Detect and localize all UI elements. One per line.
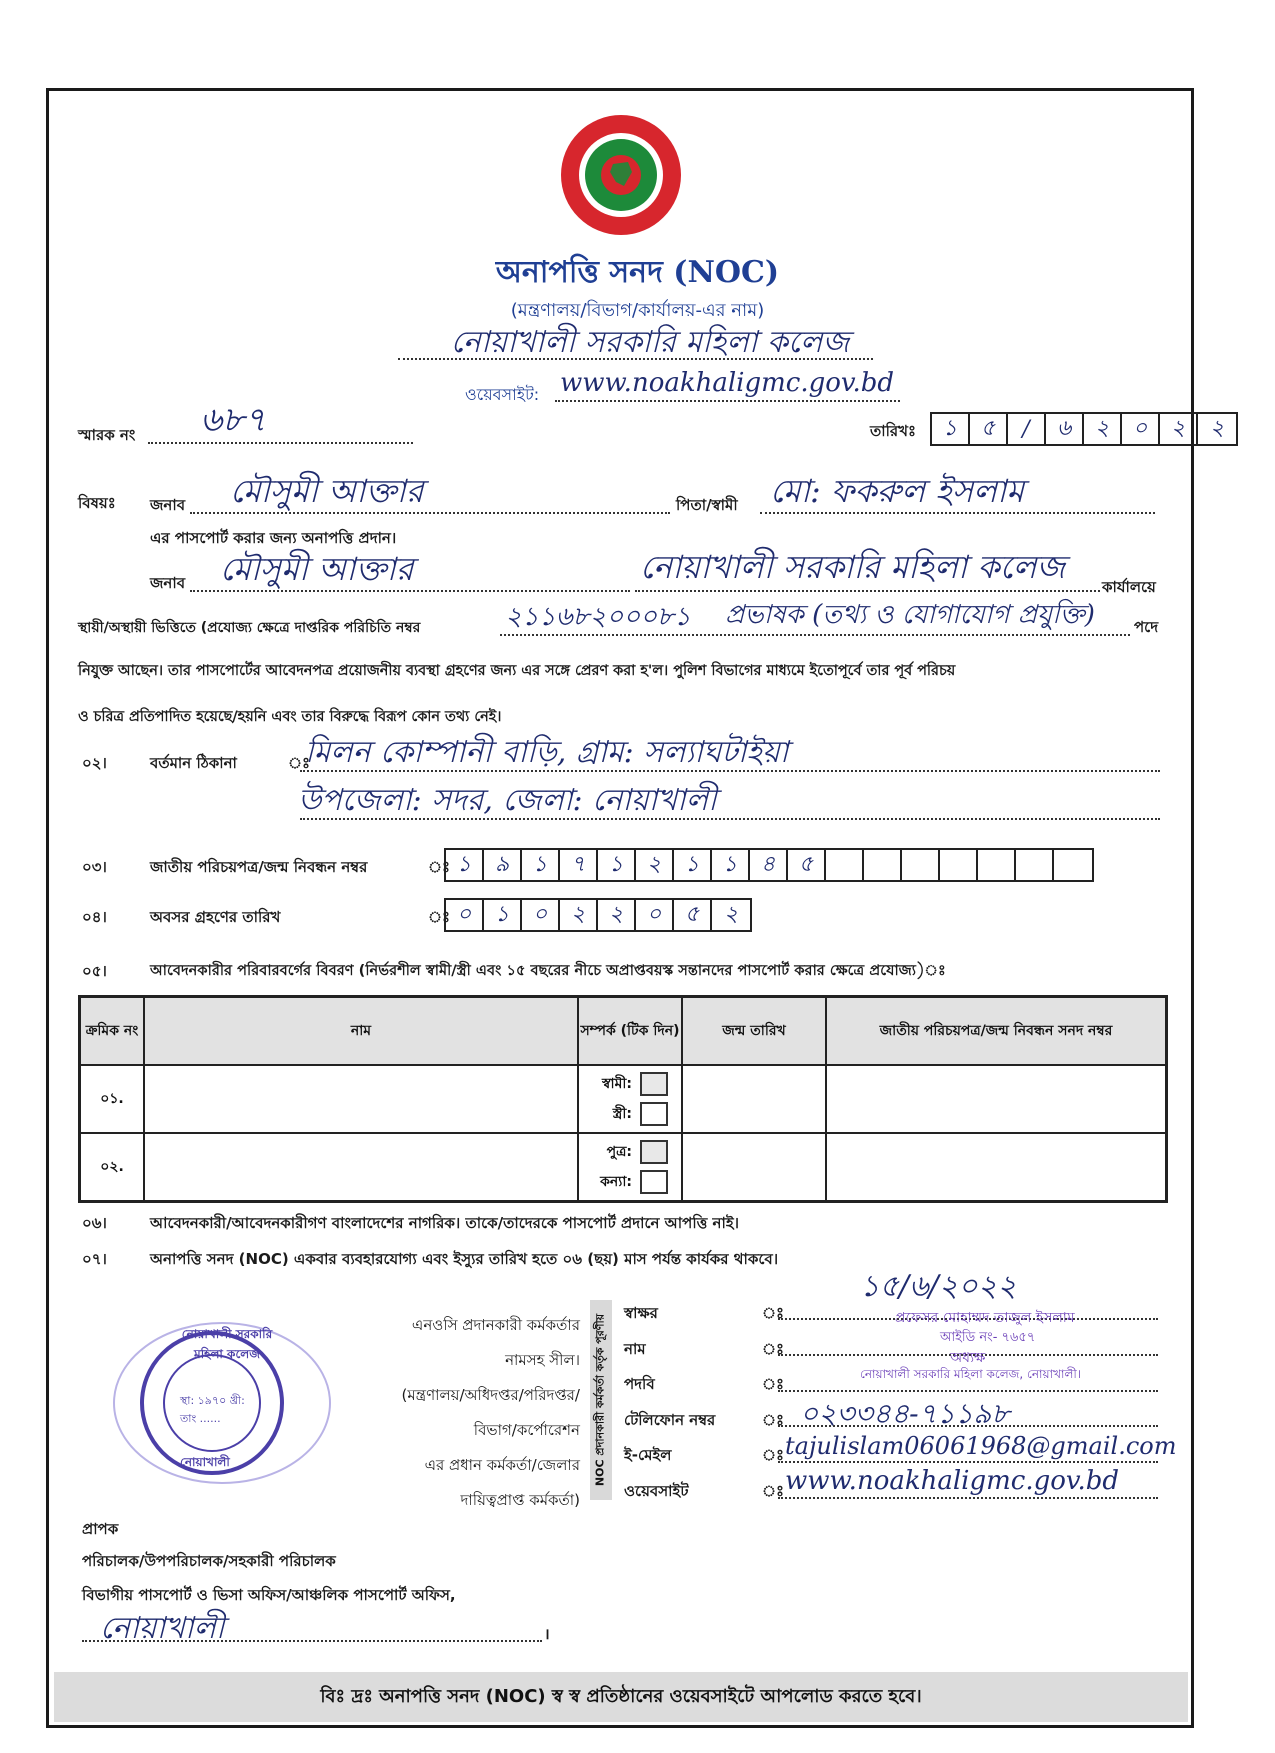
col-serial: ক্রমিক নং xyxy=(80,997,145,1066)
official-name: প্রফেসর মোহাম্মদ তাজুল ইসলাম xyxy=(895,1310,1075,1326)
item6-num: ০৬। xyxy=(82,1214,107,1232)
recipient-label: প্রাপক xyxy=(82,1520,119,1538)
col-nid: জাতীয় পরিচয়পত্র/জন্ম নিবন্ধন সনদ নম্বর xyxy=(826,997,1167,1066)
signatory-vertical-label: NOC প্রদানকারী কর্মকর্তা কর্তৃক পূরণীয় xyxy=(593,1313,607,1487)
seal-inner1: স্থা: ১৯৭০ খ্রী: xyxy=(180,1394,245,1407)
subject-label: বিষয়ঃ xyxy=(78,494,116,512)
col-dob: জন্ম তারিখ xyxy=(682,997,826,1066)
body-office: নোয়াখালী সরকারি মহিলা কলেজ xyxy=(640,548,1066,586)
office-suffix: কার্যালয়ে xyxy=(1102,578,1156,596)
recipient-line1: পরিচালক/উপপরিচালক/সহকারী পরিচালক xyxy=(82,1552,336,1570)
item5-num: ০৫। xyxy=(82,962,107,980)
item4-label: অবসর গ্রহণের তারিখ xyxy=(150,908,281,926)
subject-mr-label: জনাব xyxy=(150,496,186,514)
nid-boxes: ১ ৯ ১ ৭ ১ ২ ১ ১ ৪ ৫ xyxy=(444,848,1094,882)
designation-value: অধ্যক্ষ xyxy=(950,1350,986,1366)
body-line4: ও চরিত্র প্রতিপাদিত হয়েছে/হয়নি এবং তার বিরুদ্ধে বিরূপ কোন তথ্য নেই। xyxy=(78,709,502,725)
item3-label: জাতীয় পরিচয়পত্র/জন্ম নিবন্ধন নম্বর xyxy=(150,858,368,876)
family-table xyxy=(78,995,1168,1203)
item2-num: ০২। xyxy=(82,754,107,772)
father-label: পিতা/স্বামী xyxy=(676,496,738,514)
website-field-value: www.noakhaligmc.gov.bd xyxy=(785,1466,1120,1496)
item2-label: বর্তমান ঠিকানা xyxy=(150,754,237,772)
col-relation: সম্পর্ক (টিক দিন) xyxy=(578,997,682,1066)
address-line2: উপজেলা: সদর, জেলা: নোয়াখালী xyxy=(298,783,717,818)
item7-text: অনাপত্তি সনদ (NOC) একবার ব্যবহারযোগ্য এবং ইস্যুর তারিখ হতে ০৬ (ছয়) মাস পর্যন্ত কার্যকর থাকবে। xyxy=(150,1250,779,1268)
page-subtitle: (মন্ত্রণালয়/বিভাগ/কার্যালয়-এর নাম) xyxy=(510,300,765,321)
id-prefix: স্থায়ী/অস্থায়ী ভিত্তিতে (প্রযোজ্য ক্ষেত্রে দাপ্তরিক পরিচিতি নম্বর xyxy=(78,620,421,636)
stamp-office: নোয়াখালী সরকারি মহিলা কলেজ, নোয়াখালী। xyxy=(860,1367,1082,1381)
website-label: ওয়েবসাইট: xyxy=(465,385,540,404)
daughter-checkbox[interactable] xyxy=(640,1170,668,1194)
office-name: নোয়াখালী সরকারি মহিলা কলেজ xyxy=(450,325,850,360)
signatory-fields: স্বাক্ষর নাম পদবি টেলিফোন নম্বর ই-মেইল ওয়েবসাইট xyxy=(624,1304,716,1500)
post-value: প্রভাষক (তথ্য ও যোগাযোগ প্রযুক্তি) xyxy=(725,600,1095,630)
post-suffix: পদে xyxy=(1134,618,1159,636)
item7-num: ০৭। xyxy=(82,1250,107,1268)
date-boxes: ১ ৫ / ৬ ২ ০ ২ ২ xyxy=(930,412,1238,446)
item5-label: আবেদনকারীর পরিবারবর্গের বিবরণ (নির্ভরশীল স্বামী/স্ত্রী এবং ১৫ বছরের নীচে অপ্রাপ্তবয়স্ক সন্তানদের পাসপোর্ট করার ক্ষেত্রে প্রযোজ্য)ঃ xyxy=(150,962,946,979)
memo-value: ৬৮৭ xyxy=(200,400,267,440)
father-value: মো: ফকরুল ইসলাম xyxy=(770,472,1025,510)
body-mr-label: জনাব xyxy=(150,574,186,592)
table-row: ০২. পুত্র: কন্যা: xyxy=(80,1133,1167,1202)
item6-text: আবেদনকারী/আবেদনকারীগণ বাংলাদেশের নাগরিক। তাকে/তাদেরকে পাসপোর্ট প্রদানে আপত্তি নাই। xyxy=(150,1214,740,1232)
seal-bottom-text: নোয়াখালী xyxy=(180,1455,230,1469)
subject-name: মৌসুমী আক্তার xyxy=(230,472,424,510)
wife-checkbox[interactable] xyxy=(640,1102,668,1126)
seal-ring-text: নোয়াখালী সরকারি মহিলা কলেজ xyxy=(181,1327,273,1361)
signatory-description: এনওসি প্রদানকারী কর্মকর্তার নামসহ সীল। (মন্ত্রণালয়/অধিদপ্তর/পরিদপ্তর/ বিভাগ/কর্পোরেশন এর প্রধান কর্মকর্তা/জেলার দায়িত্বপ্রাপ্ত কর্মকর্তা) xyxy=(401,1316,580,1509)
website-value: www.noakhaligmc.gov.bd xyxy=(560,368,895,398)
footer-note: বিঃ দ্রঃ অনাপত্তি সনদ (NOC) স্ব স্ব প্রতিষ্ঠানের ওয়েবসাইটে আপলোড করতে হবে। xyxy=(54,1672,1188,1722)
id-value: ২১১৬৮২০০০৮১ xyxy=(505,602,691,632)
email-value: tajulislam06061968@gmail.com xyxy=(785,1432,1177,1460)
official-id: আইডি নং- ৭৬৫৭ xyxy=(940,1330,1036,1345)
body-line3: নিযুক্ত আছেন। তার পাসপোর্টের আবেদনপত্র প্রয়োজনীয় ব্যবস্থা গ্রহণের জন্য এর সঙ্গে প্রেরণ করা হ'ল। পুলিশ বিভাগের মাধ্যমে ইতোপূর্বে তার পূর্ব পরিচয় xyxy=(78,663,956,679)
table-row: ০১. স্বামী: স্ত্রী: xyxy=(80,1065,1167,1133)
husband-checkbox[interactable] xyxy=(640,1072,668,1096)
address-line1: মিলন কোম্পানী বাড়ি, গ্রাম: সল্যাঘটাইয়া xyxy=(305,735,789,770)
bangladesh-government-emblem xyxy=(558,112,684,238)
telephone-value: ০২৩৩৪৪-৭১১৯৮ xyxy=(800,1397,1010,1430)
body-name: মৌসুমী আক্তার xyxy=(220,550,414,588)
retirement-date-boxes: ০ ১ ০ ২ ২ ০ ৫ ২ xyxy=(444,898,752,932)
col-name: নাম xyxy=(144,997,578,1066)
signature-value: ১৫/৬/২০২২ xyxy=(860,1269,1017,1304)
page-title: অনাপত্তি সনদ (NOC) xyxy=(495,255,780,290)
date-label: তারিখঃ xyxy=(870,422,916,440)
subject-tail: এর পাসপোর্ট করার জন্য অনাপত্তি প্রদান। xyxy=(150,529,397,547)
son-checkbox[interactable] xyxy=(640,1140,668,1164)
recipient-city: নোয়াখালী xyxy=(100,1611,225,1646)
recipient-line2: বিভাগীয় পাসপোর্ট ও ভিসা অফিস/আঞ্চলিক পাসপোর্ট অফিস, xyxy=(82,1586,456,1604)
item4-num: ০৪। xyxy=(82,908,107,926)
item3-num: ০৩। xyxy=(82,858,107,876)
college-seal xyxy=(112,1318,332,1488)
seal-inner2: তাং ...... xyxy=(180,1412,221,1425)
memo-label: স্মারক নং xyxy=(78,426,136,444)
